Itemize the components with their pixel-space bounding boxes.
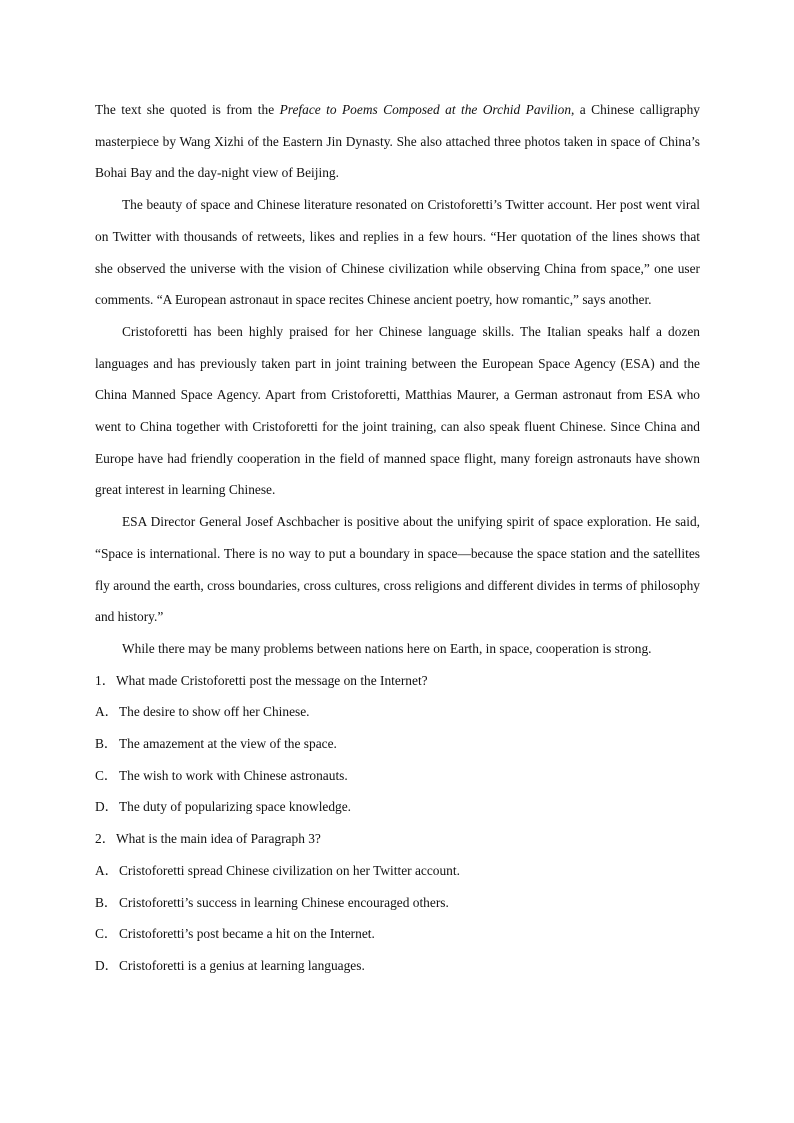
option-text: Cristoforetti spread Chinese civilization on her Twitter account. — [119, 862, 460, 878]
option-text: Cristoforetti is a genius at learning languages. — [119, 957, 365, 973]
question-1-option-d[interactable] — [95, 791, 700, 823]
passage-paragraph-4: ESA Director General Josef Aschbacher is positive about the unifying spirit of space exploration. He said, “Space is international. There is no way to put a boundary in space—because the space station and the satellites fly around the earth, cross boundaries, cross cultures, cross religions and different divides in terms of philosophy and history.” — [95, 514, 700, 625]
option-letter: D． — [95, 957, 119, 973]
option-text: The wish to work with Chinese astronauts. — [119, 767, 348, 783]
question-2-option-c[interactable] — [95, 918, 700, 950]
question-1-option-b[interactable] — [95, 728, 700, 760]
question-1 — [95, 665, 700, 824]
question-2-stem — [95, 823, 700, 855]
option-letter: B． — [95, 894, 118, 910]
passage-paragraph-1 — [95, 94, 700, 189]
option-letter: C． — [95, 767, 118, 783]
option-letter: D． — [95, 799, 119, 815]
option-letter: C． — [95, 926, 118, 942]
question-text: What is the main idea of Paragraph 3? — [116, 831, 321, 847]
question-2-option-a[interactable] — [95, 855, 700, 887]
question-number: 1． — [95, 672, 116, 688]
passage-paragraph-2: The beauty of space and Chinese literature resonated on Cristoforetti’s Twitter account. Her post went viral on Twitter with thousands of retweets, likes and replies in a few hours. “Her quotation of the lines shows that she observed the universe with the vision of Chinese civilization while observing China from space,” one user comments. “A European astronaut in space recites Chinese ancient poetry, how romantic,” says another. — [95, 197, 700, 308]
option-text: Cristoforetti’s post became a hit on the Internet. — [119, 926, 375, 942]
option-text: The amazement at the view of the space. — [119, 736, 337, 752]
option-letter: A． — [95, 862, 119, 878]
question-1-option-c[interactable] — [95, 760, 700, 792]
question-text: What made Cristoforetti post the message on the Internet? — [116, 672, 428, 688]
quoted-work-title: Preface to Poems Composed at the Orchid Pavilion — [279, 102, 572, 117]
passage-paragraph-5: While there may be many problems between nations here on Earth, in space, cooperation is strong. — [122, 640, 652, 656]
paragraph-1-text-before: The text she quoted is from the — [95, 102, 280, 117]
question-2-option-d[interactable] — [95, 950, 700, 982]
question-2 — [95, 823, 700, 982]
paragraph-1-text-after: , a Chinese calligraphy masterpiece by Wang Xizhi of the Eastern Jin Dynasty. She also attached three photos taken in space of China’s Bohai Bay and the day-night view of Beijing. — [95, 102, 700, 181]
passage-paragraph-3: Cristoforetti has been highly praised for her Chinese language skills. The Italian speaks half a dozen languages and has previously taken part in joint training between the European Space Agency (ESA) and the China Manned Space Agency. Apart from Cristoforetti, Matthias Maurer, a German astronaut from ESA who went to China together with Cristoforetti for the joint training, can also speak fluent Chinese. Since China and Europe have had friendly cooperation in the field of manned space flight, many foreign astronauts have shown great interest in learning Chinese. — [95, 323, 700, 498]
option-letter: A． — [95, 704, 119, 720]
question-1-option-a[interactable] — [95, 696, 700, 728]
question-number: 2． — [95, 831, 116, 847]
option-text: The duty of popularizing space knowledge. — [119, 799, 352, 815]
question-2-option-b[interactable] — [95, 887, 700, 919]
option-text: Cristoforetti’s success in learning Chinese encouraged others. — [119, 894, 449, 910]
option-text: The desire to show off her Chinese. — [119, 704, 310, 720]
option-letter: B． — [95, 736, 118, 752]
question-1-stem — [95, 665, 700, 697]
document-page — [95, 94, 700, 982]
